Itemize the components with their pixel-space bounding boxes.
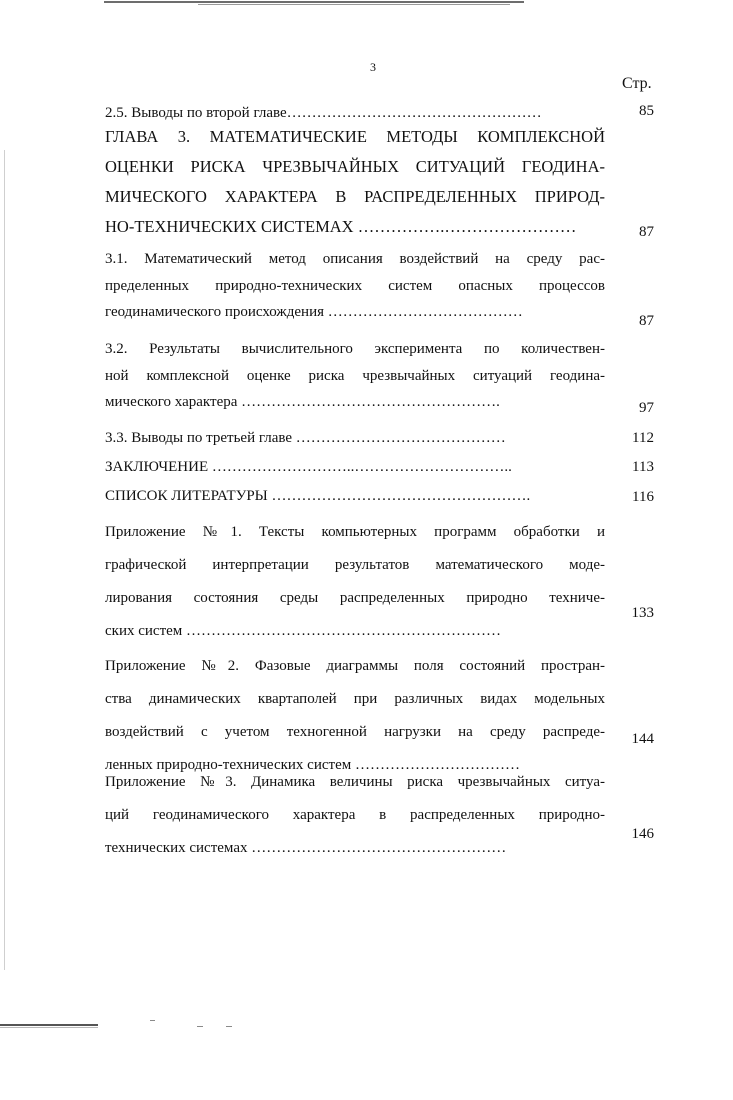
toc-entry-3-3 <box>105 425 605 452</box>
toc-page-appendix-1: 133 <box>631 605 654 621</box>
toc-line: лирования состояния среды распределенных природно техниче- <box>105 590 605 606</box>
toc-line: Приложение №2. Фазовые диаграммы поля состояний простран- <box>105 658 605 674</box>
toc-line: НО-ТЕХНИЧЕСКИХ СИСТЕМАХ …………….…………………… <box>105 217 577 236</box>
toc-line: ОЦЕНКИ РИСКА ЧРЕЗВЫЧАЙНЫХ СИТУАЦИЙ ГЕОДИНА- <box>105 157 605 176</box>
toc-entry-3-2 <box>105 336 605 416</box>
toc-page-literature: 116 <box>632 489 654 505</box>
toc-line: Приложение №1. Тексты компьютерных программ обработки и <box>105 524 605 540</box>
toc-line: графической интерпретации результатов математического моде- <box>105 557 605 573</box>
scan-top-edge <box>0 0 733 9</box>
page-number: 3 <box>370 60 376 74</box>
toc-line: ских систем ……………………………………………………… <box>105 623 502 639</box>
scan-bottom-edge <box>0 1027 98 1028</box>
toc-line: 2.5. Выводы по второй главе…………………………………………… <box>105 105 542 121</box>
scan-line <box>104 1 524 3</box>
page-column-header: Стр. <box>622 75 652 92</box>
toc-page-3-1: 87 <box>639 313 654 329</box>
scan-line <box>198 4 510 5</box>
toc-page-appendix-3: 146 <box>631 826 654 842</box>
toc-entry-literature <box>105 483 605 510</box>
toc-entry-conclusion <box>105 454 605 481</box>
toc-entry-3-1 <box>105 246 605 326</box>
scan-left-edge <box>4 150 5 970</box>
toc-line: ГЛАВА 3. МАТЕМАТИЧЕСКИЕ МЕТОДЫ КОМПЛЕКСНОЙ <box>105 127 605 146</box>
scan-bottom-edge <box>0 1024 98 1026</box>
toc-line: ций геодинамического характера в распределенных природно- <box>105 807 605 823</box>
scan-speck <box>226 1026 232 1027</box>
toc-page-chapter-3: 87 <box>639 224 654 240</box>
toc-line: ства динамических квартаполей при различных видах модельных <box>105 691 605 707</box>
toc-entry-chapter-3 <box>105 122 605 242</box>
toc-line: ЗАКЛЮЧЕНИЕ ………………………..………………………….. <box>105 459 512 475</box>
toc-page-2-5: 85 <box>639 103 654 119</box>
toc-page-appendix-2: 144 <box>631 731 654 747</box>
toc-line: СПИСОК ЛИТЕРАТУРЫ ……………………………………………. <box>105 488 531 504</box>
toc-line: ленных природно-технических систем …………………………… <box>105 757 520 773</box>
toc-page-3-2: 97 <box>639 400 654 416</box>
toc-line: 3.2. Результаты вычислительного эксперимента по количествен- <box>105 341 605 357</box>
toc-line: мического характера ……………………………………………. <box>105 394 500 410</box>
toc-line: Приложение №3. Динамика величины риска чрезвычайных ситуа- <box>105 774 605 790</box>
toc-line: 3.3. Выводы по третьей главе …………………………………… <box>105 430 506 446</box>
toc-entry-appendix-3 <box>105 766 605 865</box>
toc-line: пределенных природно-технических систем опасных процессов <box>105 277 605 294</box>
toc-line: ной комплексной оценке риска чрезвычайных ситуаций геодина- <box>105 367 605 384</box>
toc-page-conclusion: 113 <box>632 459 654 475</box>
toc-line: геодинамического происхождения ………………………………… <box>105 304 523 320</box>
toc-line: воздействий с учетом техногенной нагрузки на среду распреде- <box>105 724 605 740</box>
scan-speck <box>197 1026 203 1027</box>
scan-speck <box>150 1020 155 1021</box>
toc-entry-appendix-2 <box>105 650 605 782</box>
toc-entry-appendix-1 <box>105 516 605 648</box>
toc-line: МИЧЕСКОГО ХАРАКТЕРА В РАСПРЕДЕЛЕННЫХ ПРИРОД- <box>105 187 605 206</box>
toc-page-3-3: 112 <box>632 430 654 446</box>
toc-line: 3.1. Математический метод описания воздействий на среду рас- <box>105 251 605 267</box>
toc-line: технических системах …………………………………………… <box>105 840 507 856</box>
